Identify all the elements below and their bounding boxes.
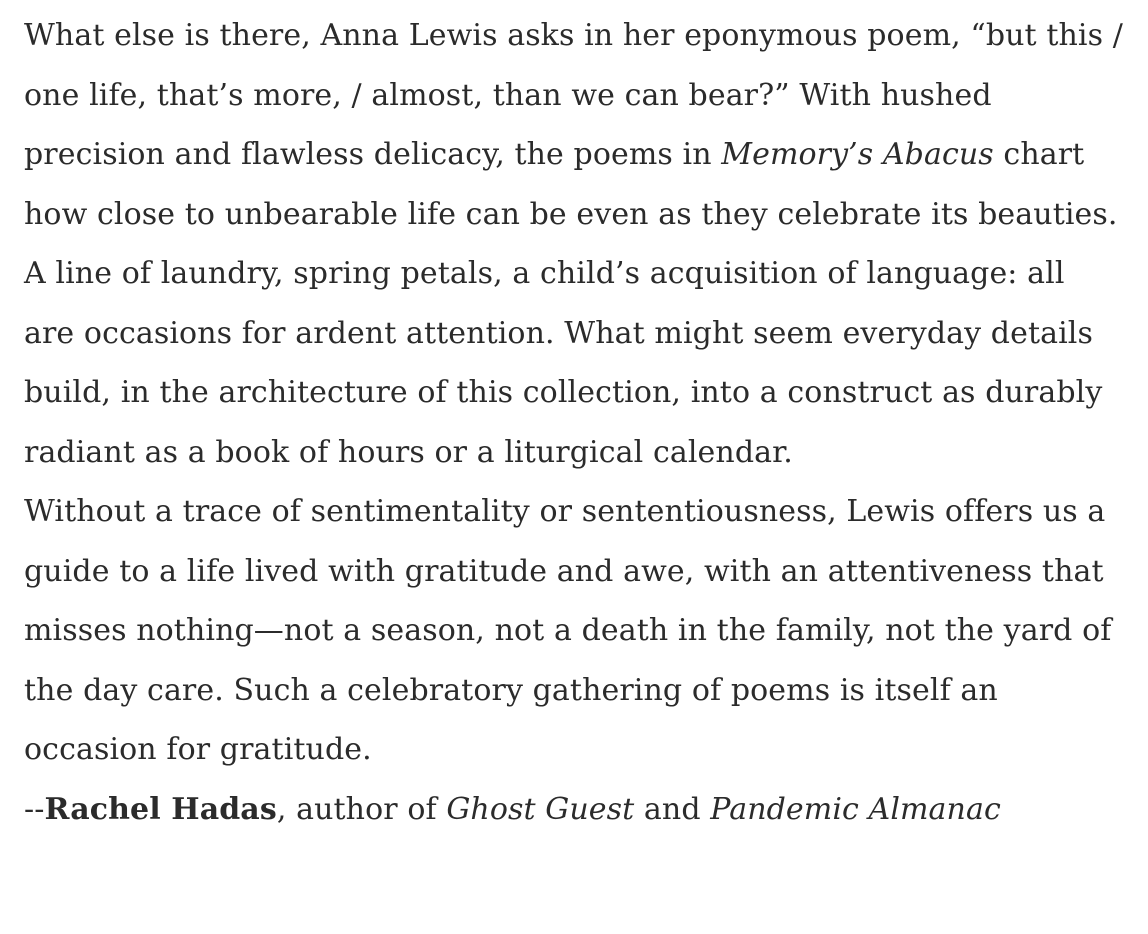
attribution-middle: , author of: [276, 791, 447, 827]
book-title-pandemic-almanac: Pandemic Almanac: [710, 791, 1001, 827]
paragraph-2-text: Without a trace of sentimentality or sententiousness, Lewis offers us a guide to a life lived with gratitude and awe, with an attentiveness that misses nothing—not a season, not a death in the family, not the yard of the day care. Such a celebratory gathering of poems is itself an occasion for gratitude.: [24, 494, 1112, 767]
blurb-paragraph-2: [24, 482, 1124, 780]
paragraph-1-text-end: chart how close to unbearable life can be even as they celebrate its beauties. A line of laundry, spring petals, a child’s acquisition of language: all are occasions for ardent attention. What might seem everyday details build, in the architecture of this collection, into a construct as durably radiant as a book of hours or a liturgical calendar.: [24, 137, 1118, 470]
book-title-memorys-abacus: Memory’s Abacus: [721, 137, 994, 172]
attribution-author: Rachel Hadas: [44, 791, 277, 827]
attribution-dashes: --: [24, 791, 45, 827]
attribution-line: [24, 780, 1124, 840]
blurb-text: [24, 6, 1124, 839]
blurb-paragraph-1: [24, 6, 1124, 482]
attribution-conjunction: and: [634, 791, 711, 827]
book-title-ghost-guest: Ghost Guest: [446, 791, 635, 827]
paragraph-1-text-start: What else is there, Anna Lewis asks in her eponymous poem, “but this / one life, that’s more, / almost, than we can bear?” With hushed precision and flawless delicacy, the poems in: [24, 18, 1123, 172]
